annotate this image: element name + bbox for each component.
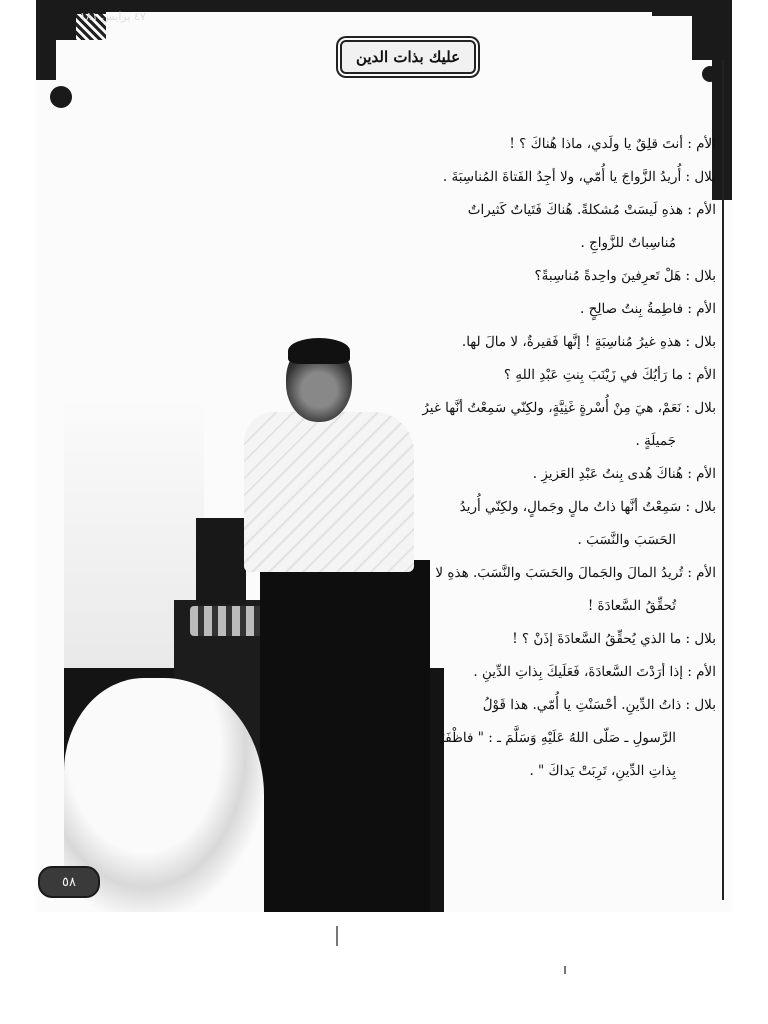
photo-man-shirt — [244, 412, 414, 572]
dialogue-line-continuation: الحَسَبَ والنَّسَبَ . — [577, 532, 676, 548]
dialogue-line: بلال : ذاتُ الدِّينِ. أحْسَنْتِ يا أُمّي. هذا قَوْلُ — [482, 697, 716, 713]
dialogue-line: بلال : نَعَمْ، هيَ مِنْ أُسْرةٍ غَنِيَّةٍ، ولكِنّي سَمِعْتُ أنَّها غيرُ — [422, 400, 716, 416]
dialogue-line-continuation: مُناسِباتٌ للزَّواجِ . — [580, 235, 676, 251]
lesson-title: عليك بذات الدين — [355, 48, 461, 66]
dialogue-line: بلال : هذهِ غيرُ مُناسِبَةٍ ! إنَّها فَقيرةٌ، لا مالَ لها. — [461, 334, 716, 350]
photo-man-hair — [288, 338, 350, 364]
illustration-photo — [64, 338, 444, 912]
lesson-title-box — [340, 40, 476, 74]
dialogue-line: بلال : هَلْ تَعرِفينَ واحِدةً مُناسِبةً؟ — [534, 268, 716, 284]
dialogue-line-continuation: بِذاتِ الدِّينِ، تَرِبَتْ يَداكَ " . — [529, 763, 676, 779]
dialogue-text — [396, 128, 716, 788]
dialogue-line: الأم : هُناكَ هُدى بِنتُ عَبْدِ العَزيزِ . — [532, 466, 716, 482]
dialogue-line-continuation: تُحقِّقُ السَّعادَةَ ! — [587, 598, 676, 614]
page-number-badge — [38, 866, 100, 898]
dialogue-line: الأم : فاطِمةُ بِنتُ صالِحٍ . — [580, 301, 716, 317]
dialogue-line: بلال : سَمِعْتُ أنَّها ذاتُ مالٍ وجَمالٍ، ولكِنّي أُريدُ — [459, 499, 716, 515]
dialogue-line-continuation: جَميلَةٍ . — [635, 433, 676, 449]
dialogue-line: بلال : ما الذي يُحقِّقُ السَّعادَةَ إذَنْ ؟ ! — [512, 631, 716, 647]
photo-stand — [196, 518, 246, 604]
book-page — [36, 0, 732, 912]
page-number: ٥٨ — [62, 874, 76, 890]
binder-hole-top — [50, 86, 72, 108]
right-margin-rule — [722, 60, 724, 900]
scan-mark — [336, 926, 338, 946]
page-reference: ٤٧ يرايس ١٨١ — [80, 10, 146, 23]
dialogue-line: الأم : هذهِ لَيسَتْ مُشكلةً. هُناكَ فَتَياتٌ كَثيراتٌ — [467, 202, 716, 218]
dialogue-line: الأم : تُريدُ المالَ والجَمالَ والحَسَبَ والنَّسَبَ. هذهِ لا — [435, 565, 716, 581]
dialogue-line-continuation: الرَّسولِ ـ صَلّى اللهُ عَلَيْهِ وَسَلَّمَ ـ : " فاظْفَرْ — [437, 730, 676, 746]
dialogue-line: الأم : أنتَ قلِقٌ يا ولَدي، ماذا هُناكَ ؟ ! — [509, 136, 716, 152]
dialogue-line: الأم : ما رَأيُكَ في زَيْنَبَ بِنتِ عَبْدِ اللهِ ؟ — [503, 367, 716, 383]
dialogue-line: الأم : إذا أرَدْتَ السَّعادَةَ، فَعَلَيكَ بِذاتِ الدِّينِ . — [473, 664, 716, 680]
dialogue-line: بلال : أُريدُ الزَّواجَ يا أُمّي، ولا أجِدُ الفَتاةَ المُناسِبَةَ . — [442, 169, 716, 185]
binder-hole-right — [702, 66, 718, 82]
scan-mark — [564, 966, 566, 974]
